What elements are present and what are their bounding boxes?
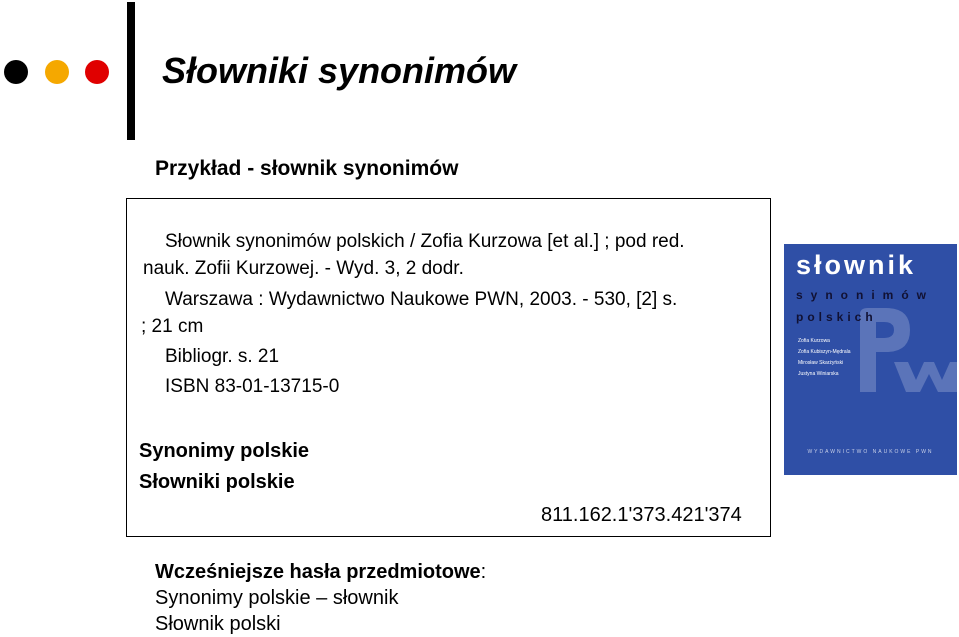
title-divider bbox=[127, 2, 135, 140]
earlier-subject-item: Synonimy polskie – słownik bbox=[155, 587, 399, 609]
book-cover bbox=[784, 244, 957, 475]
cover-subtitle: synonimów bbox=[796, 288, 935, 302]
record-line-title: Słownik synonimów polskich / Zofia Kurzowa [et al.] ; pod red. bbox=[165, 231, 685, 252]
classification-number: 811.162.1'373.421'374 bbox=[541, 504, 742, 526]
cover-author: Mirosław Skarżyński bbox=[798, 360, 844, 366]
record-line-edition: nauk. Zofii Kurzowej. - Wyd. 3, 2 dodr. bbox=[143, 258, 464, 279]
red-dot-icon bbox=[85, 60, 109, 84]
orange-dot-icon bbox=[45, 60, 69, 84]
black-dot-icon bbox=[4, 60, 28, 84]
record-line-dimensions: ; 21 cm bbox=[141, 316, 204, 337]
cover-publisher: WYDAWNICTWO NAUKOWE PWN bbox=[807, 449, 934, 455]
cover-author: Justyna Winiarska bbox=[798, 371, 839, 377]
example-heading: Przykład - słownik synonimów bbox=[155, 157, 459, 180]
subject-heading: Słowniki polskie bbox=[139, 471, 295, 493]
cover-authors bbox=[798, 336, 851, 380]
cover-title: słownik bbox=[796, 250, 917, 280]
subject-heading: Synonimy polskie bbox=[139, 440, 310, 462]
earlier-subjects-label: Wcześniejsze hasła przedmiotowe bbox=[155, 561, 481, 583]
page-title: Słowniki synonimów bbox=[162, 50, 517, 91]
record-line-bibliography: Bibliogr. s. 21 bbox=[165, 346, 280, 367]
heading-colon: : bbox=[480, 561, 487, 583]
cover-author: Zofia Kubiszyn-Mędrala bbox=[798, 349, 851, 355]
earlier-subjects bbox=[155, 559, 486, 637]
cover-author: Zofia Kurzowa bbox=[798, 338, 830, 344]
earlier-subject-item: Słownik polski bbox=[155, 613, 281, 635]
earlier-subjects-heading bbox=[155, 559, 486, 585]
cover-subtitle: polskich bbox=[796, 310, 877, 324]
record-line-isbn: ISBN 83-01-13715-0 bbox=[165, 376, 340, 397]
record-line-publication: Warszawa : Wydawnictwo Naukowe PWN, 2003. - 530, [2] s. bbox=[165, 289, 678, 310]
catalog-record bbox=[126, 198, 771, 537]
